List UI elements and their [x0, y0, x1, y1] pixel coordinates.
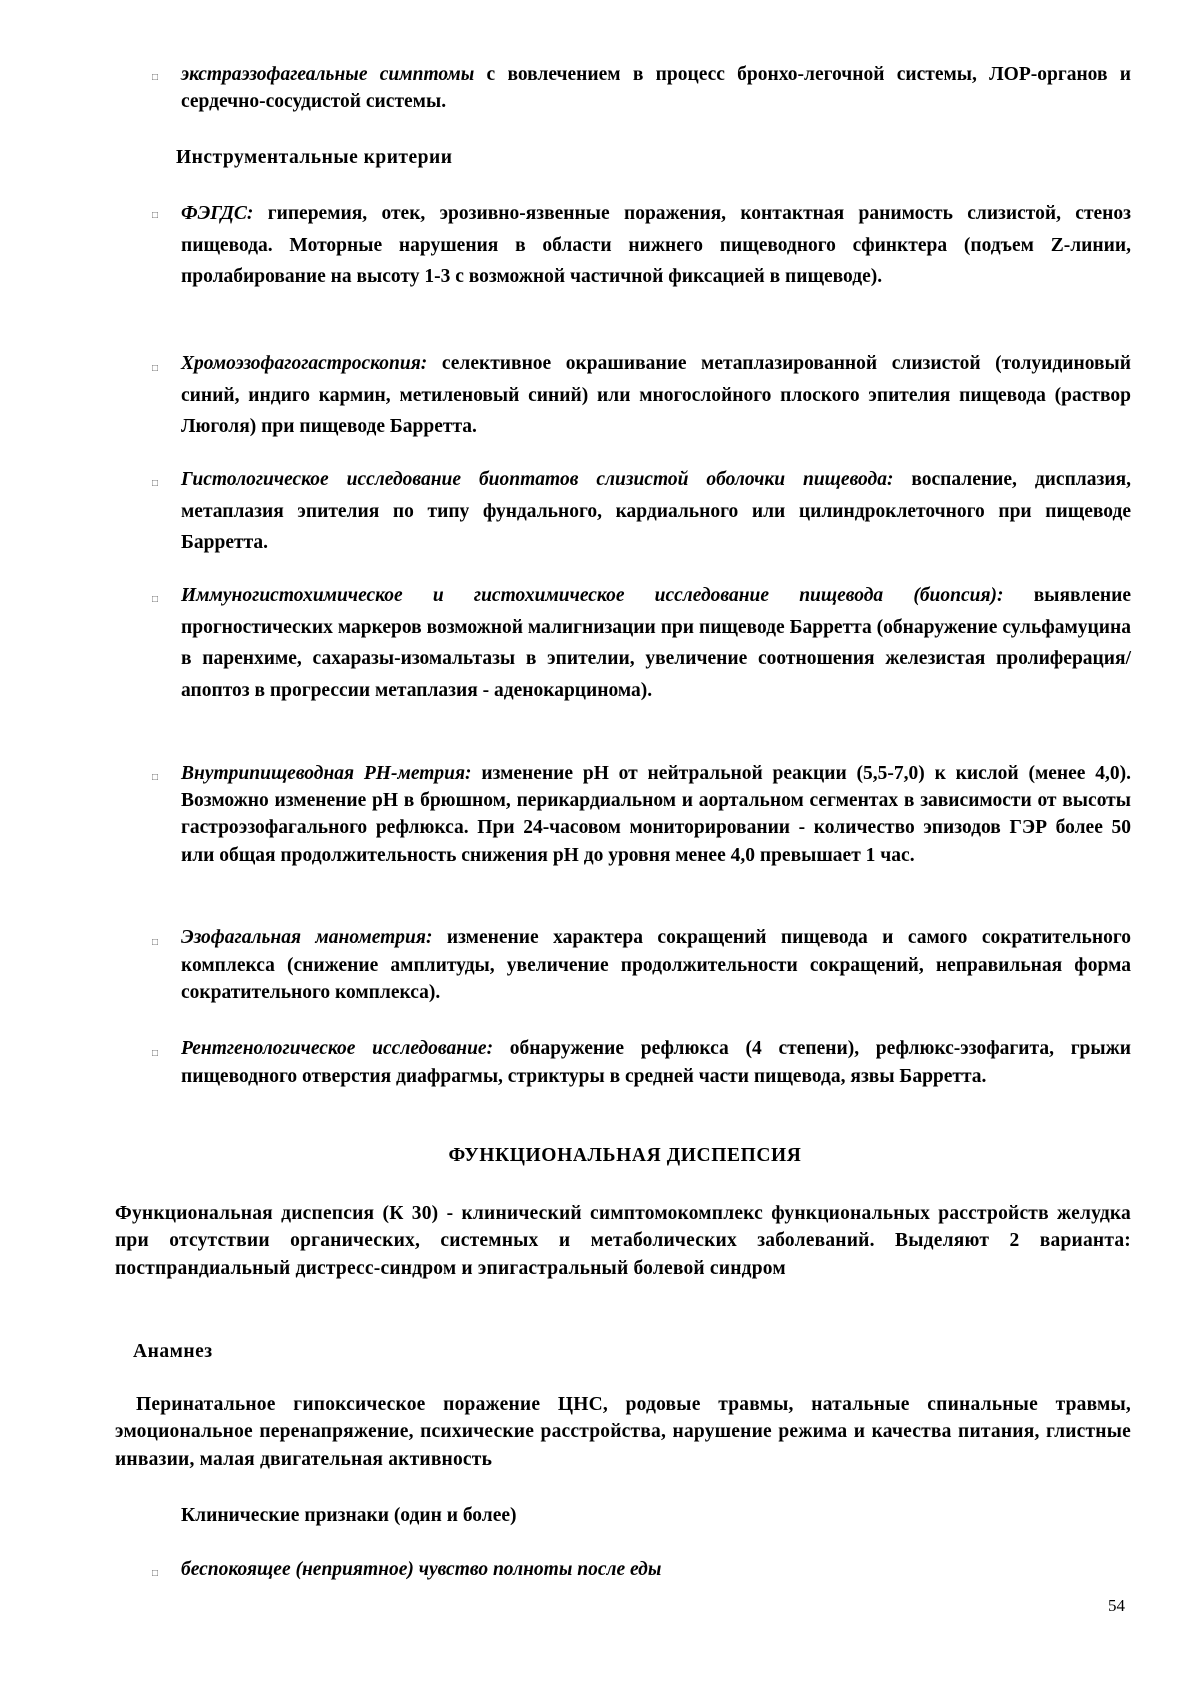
list-item	[181, 580, 1131, 706]
list-item	[181, 348, 1131, 443]
bullet-icon: □	[152, 1568, 159, 1579]
item-term: ФЭГДС:	[181, 203, 254, 224]
item-term: Эзофагальная манометрия:	[181, 927, 433, 948]
item-term: Хромоэзофагогастроскопия:	[181, 353, 428, 374]
page-number: 54	[1108, 1596, 1125, 1615]
item-term: Внутрипищеводная РН-метрия:	[181, 763, 472, 784]
item-text: гиперемия, отек, эрозивно-язвенные поражения, контактная ранимость слизистой, стеноз пищевода. Моторные нарушения в области нижнего пищеводного сфинктера (подъем Z-линии, пролабирование на высоту 1-3 с возможной частичной фиксацией в пищеводе).	[181, 203, 1131, 287]
list-item	[181, 924, 1131, 1007]
item-term: экстраэзофагеальные симптомы	[181, 64, 475, 85]
item-text: обнаружение рефлюкса (4 степени), рефлюкс-эзофагита, грыжи пищеводного отверстия диафрагмы, стриктуры в средней части пищевода, язвы Барретта.	[181, 1038, 1131, 1087]
list-item	[181, 464, 1131, 559]
bullet-icon: □	[152, 363, 159, 374]
list-item	[181, 198, 1131, 293]
item-text: изменение рН от нейтральной реакции (5,5-7,0) к кислой (менее 4,0). Возможно изменение рН в брюшном, перикардиальном и аортальном сегментах в зависимости от высоты гастроэзофагального рефлюкса. При 24-часовом мониторировании - количество эпизодов ГЭР более 50 или общая продолжительность снижения рН до уровня менее 4,0 превышает 1 час.	[181, 763, 1131, 866]
bullet-icon: □	[152, 478, 159, 489]
subheading-clinical: Клинические признаки (один и более)	[181, 1505, 517, 1526]
item-term: беспокоящее (неприятное) чувство полноты после еды	[181, 1559, 662, 1580]
list-item	[181, 61, 1131, 115]
bullet-icon: □	[152, 210, 159, 221]
bullet-icon: □	[152, 594, 159, 605]
bullet-icon: □	[152, 72, 159, 83]
item-term: Гистологическое исследование биоптатов слизистой оболочки пищевода:	[181, 469, 894, 490]
bullet-icon: □	[152, 772, 159, 783]
bullet-icon: □	[152, 937, 159, 948]
item-term: Рентгенологическое исследование:	[181, 1038, 494, 1059]
bullet-icon: □	[152, 1048, 159, 1059]
item-text: воспаление, дисплазия, метаплазия эпителия по типу фундального, кардиального или цилиндроклеточного при пищеводе Барретта.	[181, 469, 1131, 553]
definition-paragraph: Функциональная диспепсия (К 30) - клинический симптомокомплекс функциональных расстройств желудка при отсутствии органических, системных и метаболических заболеваний. Выделяют 2 варианта: постпрандиальный дистресс-синдром и эпигастральный болевой синдром	[115, 1203, 1131, 1279]
item-text: с вовлечением в процесс бронхо-легочной системы, ЛОР-органов и сердечно-сосудистой системы.	[181, 64, 1131, 112]
section-title: ФУНКЦИОНАЛЬНАЯ ДИСПЕПСИЯ	[448, 1145, 802, 1166]
item-text: селективное окрашивание метаплазированной слизистой (толуидиновый синий, индиго кармин, метиленовый синий) или многослойного плоского эпителия пищевода (раствор Люголя) при пищеводе Барретта.	[181, 353, 1131, 437]
item-term: Иммуногистохимическое и гистохимическое исследование пищевода (биопсия):	[181, 585, 1004, 606]
subheading-anamnesis: Анамнез	[133, 1341, 213, 1362]
list-item	[181, 1035, 1131, 1090]
list-item	[181, 1556, 1131, 1583]
item-text: изменение характера сокращений пищевода и самого сократительного комплекса (снижение амплитуды, увеличение продолжительности сокращений, неправильная форма сократительного комплекса).	[181, 927, 1131, 1003]
item-text: выявление прогностических маркеров возможной малигнизации при пищеводе Барретта (обнаружение сульфамуцина в паренхиме, сахаразы-изомальтазы в эпителии, увеличение соотношения железистая пролиферация/апоптоз в прогрессии метаплазия - аденокарцинома).	[181, 585, 1131, 701]
anamnesis-paragraph: Перинатальное гипоксическое поражение ЦНС, родовые травмы, натальные спинальные травмы, эмоциональное перенапряжение, психические расстройства, нарушение режима и качества питания, глистные инвазии, малая двигательная активность	[115, 1394, 1131, 1470]
subheading-instrumental: Инструментальные критерии	[176, 147, 453, 168]
list-item	[181, 760, 1131, 869]
